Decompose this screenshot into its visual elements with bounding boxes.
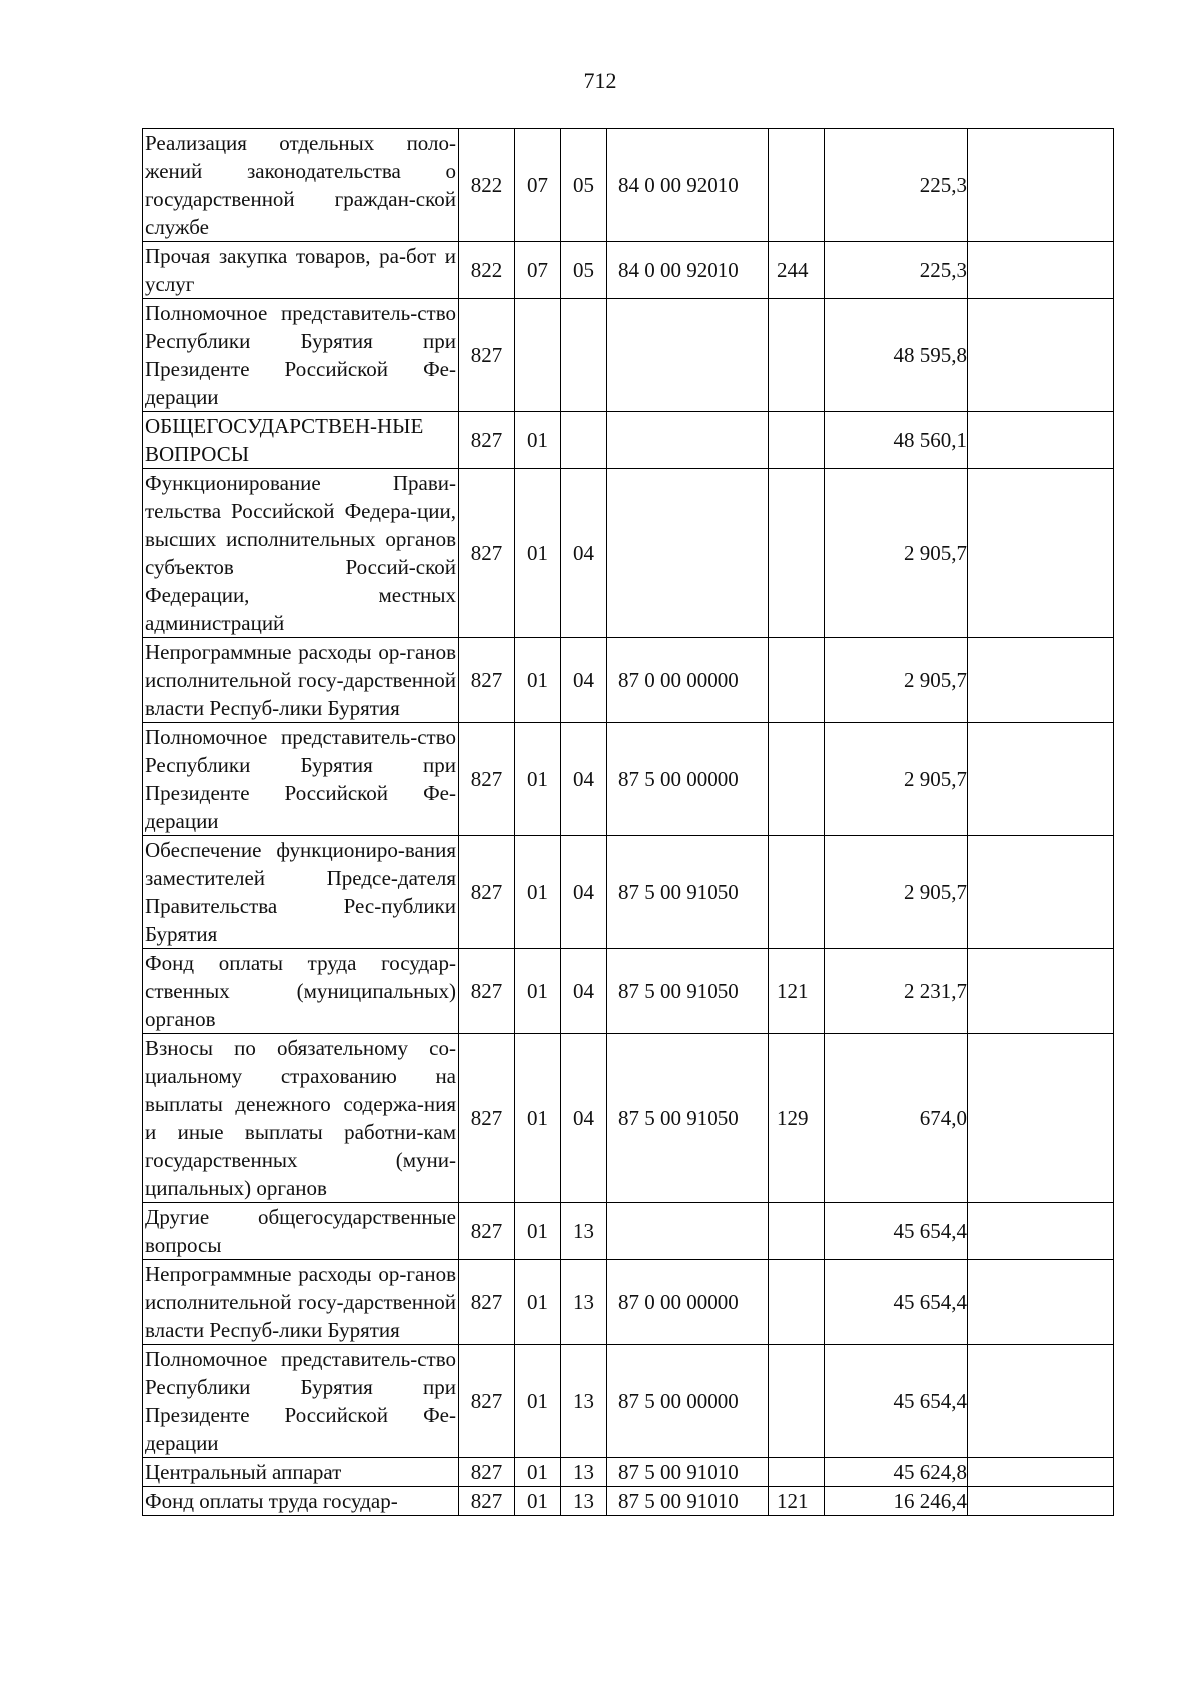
cell-csr: 87 0 00 00000 [607,1260,769,1345]
cell-pr: 04 [561,949,607,1034]
cell-pr: 05 [561,242,607,299]
cell-sum: 48 560,1 [825,412,968,469]
cell-name: Центральный аппарат [143,1458,459,1487]
cell-pr: 04 [561,469,607,638]
cell-rz: 01 [515,836,561,949]
table-body [143,129,1114,1516]
table-row [143,1203,1114,1260]
cell-sum: 2 905,7 [825,469,968,638]
cell-rz: 01 [515,469,561,638]
table-row [143,412,1114,469]
cell-vr: 244 [769,242,825,299]
cell-csr: 84 0 00 92010 [607,242,769,299]
cell-rz: 01 [515,1345,561,1458]
cell-vr [769,1458,825,1487]
cell-gr: 827 [459,299,515,412]
cell-name: Непрограммные расходы ор-ганов исполнительной госу-дарственной власти Респуб-лики Бурятия [143,638,459,723]
table-row [143,1034,1114,1203]
cell-pr: 04 [561,638,607,723]
table-row [143,242,1114,299]
cell-gr: 827 [459,1345,515,1458]
cell-gr: 827 [459,1458,515,1487]
cell-sum: 225,3 [825,242,968,299]
cell-gr: 827 [459,1203,515,1260]
cell-name: Фонд оплаты труда государ-ственных (муниципальных) органов [143,949,459,1034]
cell-pr: 13 [561,1487,607,1516]
cell-name: Реализация отдельных поло-жений законодательства о государственной граждан-ской службе [143,129,459,242]
cell-csr: 87 5 00 91050 [607,836,769,949]
cell-sum: 45 624,8 [825,1458,968,1487]
page-number: 712 [583,68,617,93]
cell-rz: 01 [515,1203,561,1260]
cell-pr: 13 [561,1458,607,1487]
cell-vr [769,412,825,469]
cell-csr: 87 5 00 00000 [607,723,769,836]
cell-csr: 87 0 00 00000 [607,638,769,723]
cell-sum: 674,0 [825,1034,968,1203]
cell-extra [968,638,1114,723]
cell-extra [968,1260,1114,1345]
cell-pr: 05 [561,129,607,242]
cell-name: Фонд оплаты труда государ- [143,1487,459,1516]
cell-pr: 13 [561,1260,607,1345]
cell-sum: 45 654,4 [825,1203,968,1260]
table-row [143,129,1114,242]
cell-rz: 01 [515,949,561,1034]
cell-name: Взносы по обязательному со-циальному страхованию на выплаты денежного содержа-ния и иные выплаты работни-кам государственных (муни-ципальных) органов [143,1034,459,1203]
cell-rz: 01 [515,412,561,469]
table-row [143,1458,1114,1487]
cell-name: Полномочное представитель-ство Республики Бурятия при Президенте Российской Фе-дерации [143,299,459,412]
cell-vr: 121 [769,949,825,1034]
cell-sum: 45 654,4 [825,1260,968,1345]
cell-pr: 04 [561,836,607,949]
cell-sum: 16 246,4 [825,1487,968,1516]
cell-gr: 827 [459,638,515,723]
cell-rz: 01 [515,1487,561,1516]
table-row [143,949,1114,1034]
cell-gr: 822 [459,129,515,242]
budget-table [142,128,1114,1516]
cell-extra [968,242,1114,299]
cell-rz: 01 [515,1260,561,1345]
cell-vr [769,129,825,242]
cell-csr: 87 5 00 91050 [607,949,769,1034]
cell-sum: 48 595,8 [825,299,968,412]
table-row [143,1260,1114,1345]
cell-extra [968,1458,1114,1487]
cell-name: Другие общегосударственные вопросы [143,1203,459,1260]
cell-vr [769,469,825,638]
cell-csr [607,1203,769,1260]
cell-rz [515,299,561,412]
cell-vr [769,1345,825,1458]
cell-extra [968,129,1114,242]
cell-gr: 827 [459,412,515,469]
table-row [143,299,1114,412]
cell-csr [607,469,769,638]
cell-vr [769,299,825,412]
cell-extra [968,1345,1114,1458]
cell-sum: 225,3 [825,129,968,242]
cell-gr: 827 [459,1260,515,1345]
cell-vr [769,836,825,949]
cell-csr: 87 5 00 91010 [607,1458,769,1487]
cell-name: Непрограммные расходы ор-ганов исполнительной госу-дарственной власти Респуб-лики Бурятия [143,1260,459,1345]
table-row [143,723,1114,836]
cell-gr: 827 [459,1034,515,1203]
cell-vr: 129 [769,1034,825,1203]
cell-gr: 827 [459,949,515,1034]
cell-rz: 01 [515,1458,561,1487]
cell-csr: 87 5 00 91050 [607,1034,769,1203]
cell-gr: 827 [459,723,515,836]
cell-pr: 04 [561,1034,607,1203]
cell-extra [968,1203,1114,1260]
cell-pr: 04 [561,723,607,836]
cell-pr: 13 [561,1203,607,1260]
cell-vr [769,723,825,836]
table-row [143,1487,1114,1516]
cell-pr [561,412,607,469]
cell-name: Полномочное представитель-ство Республики Бурятия при Президенте Российской Фе-дерации [143,1345,459,1458]
cell-gr: 827 [459,836,515,949]
cell-csr: 87 5 00 00000 [607,1345,769,1458]
cell-sum: 2 905,7 [825,638,968,723]
cell-sum: 2 905,7 [825,836,968,949]
cell-pr: 13 [561,1345,607,1458]
cell-name: Функционирование Прави-тельства Российской Федера-ции, высших исполнительных органов субъектов Россий-ской Федерации, местных администраций [143,469,459,638]
cell-extra [968,412,1114,469]
cell-extra [968,1034,1114,1203]
cell-name: Полномочное представитель-ство Республики Бурятия при Президенте Российской Фе-дерации [143,723,459,836]
cell-extra [968,1487,1114,1516]
cell-rz: 07 [515,242,561,299]
cell-sum: 2 231,7 [825,949,968,1034]
cell-extra [968,299,1114,412]
cell-csr: 84 0 00 92010 [607,129,769,242]
cell-csr [607,412,769,469]
cell-name: ОБЩЕГОСУДАРСТВЕН-НЫЕ ВОПРОСЫ [143,412,459,469]
table-row [143,469,1114,638]
cell-gr: 822 [459,242,515,299]
cell-pr [561,299,607,412]
cell-sum: 45 654,4 [825,1345,968,1458]
cell-extra [968,836,1114,949]
cell-csr: 87 5 00 91010 [607,1487,769,1516]
cell-vr: 121 [769,1487,825,1516]
cell-vr [769,638,825,723]
cell-vr [769,1260,825,1345]
cell-name: Прочая закупка товаров, ра-бот и услуг [143,242,459,299]
cell-rz: 01 [515,638,561,723]
cell-name: Обеспечение функциониро-вания заместителей Предсе-дателя Правительства Рес-публики Бурятия [143,836,459,949]
cell-gr: 827 [459,1487,515,1516]
cell-sum: 2 905,7 [825,723,968,836]
cell-extra [968,469,1114,638]
cell-gr: 827 [459,469,515,638]
cell-rz: 01 [515,1034,561,1203]
cell-rz: 07 [515,129,561,242]
table-row [143,836,1114,949]
cell-extra [968,723,1114,836]
cell-csr [607,299,769,412]
cell-extra [968,949,1114,1034]
cell-vr [769,1203,825,1260]
table-row [143,1345,1114,1458]
cell-rz: 01 [515,723,561,836]
table-row [143,638,1114,723]
